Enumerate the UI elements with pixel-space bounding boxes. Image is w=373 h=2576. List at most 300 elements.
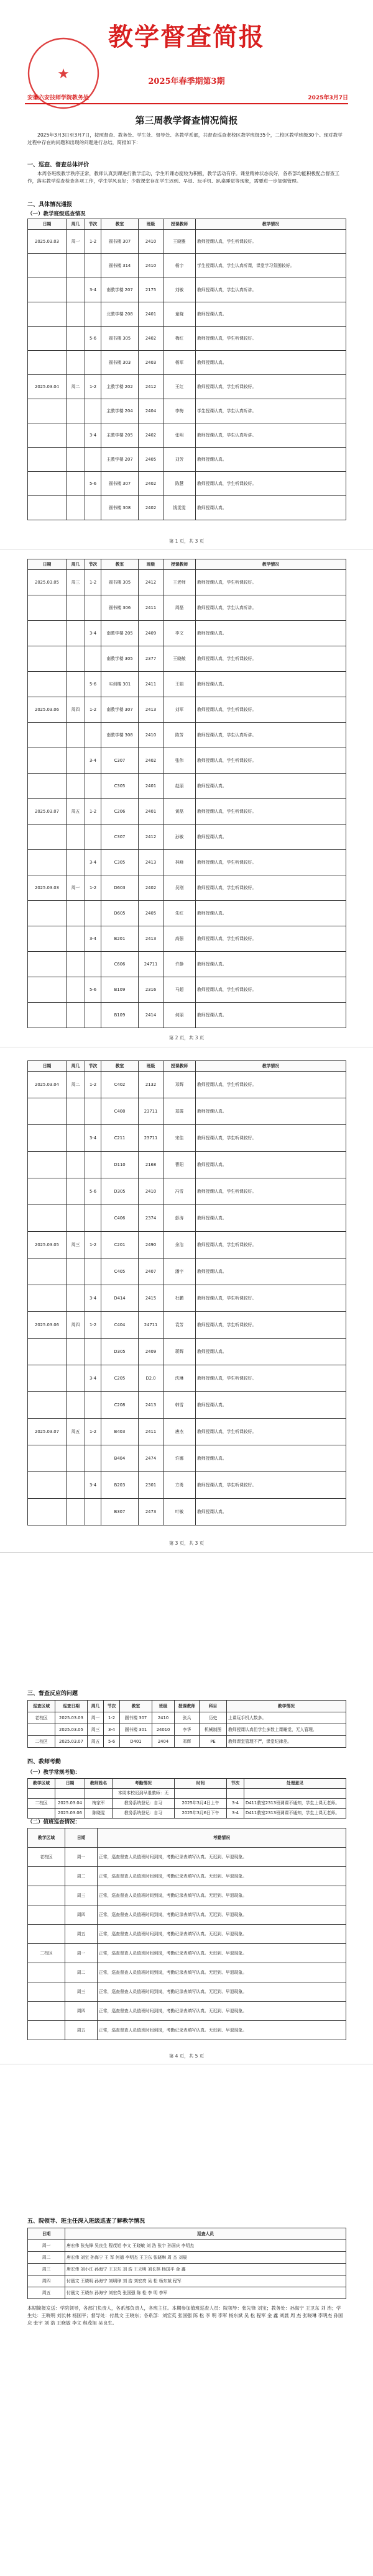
column-header: 授课教师 — [163, 219, 196, 230]
table-cell: 24010 — [152, 1724, 175, 1736]
table-cell: 林峰 — [163, 850, 196, 875]
table-cell: 正常，巡查督查人员值班时间到岗，考勤记录表填写认真。无迟到、早退现象。 — [98, 1944, 346, 1963]
table-cell: 1-2 — [85, 1419, 101, 1445]
table-cell: 教师授课认真，学生听课较好。 — [196, 1125, 346, 1152]
table-cell: 高强 — [163, 926, 196, 952]
table-cell: 主教学楼 202 — [101, 375, 139, 399]
column-header: 巡查人员 — [65, 2228, 346, 2240]
patrol-table-1 — [27, 219, 346, 520]
column-header: 授课教师 — [163, 559, 196, 570]
table-cell: 主教学楼 204 — [101, 399, 139, 423]
table-cell: 1-2 — [85, 570, 101, 595]
table-cell: 24711 — [139, 952, 163, 977]
table-cell: 二校区 — [28, 1799, 55, 1809]
patrol-table-3 — [27, 1060, 346, 1525]
table-cell — [28, 302, 67, 327]
table-cell: 2175 — [139, 278, 163, 302]
table-cell: 5-6 — [85, 472, 101, 496]
table-cell: 吴刚 — [163, 875, 196, 901]
table-cell: 周一 — [65, 1944, 98, 1963]
column-header: 教学区域 — [28, 1828, 65, 1848]
table-row — [28, 1944, 346, 1963]
table-cell — [175, 1789, 227, 1799]
table-row — [28, 850, 346, 875]
table-cell: D305 — [101, 1178, 139, 1205]
table-cell — [85, 1392, 101, 1419]
table-cell: 1-2 — [85, 799, 101, 825]
table-cell: D411教室2313班调课不通知，学生上课无老师。 — [244, 1799, 346, 1809]
table-cell: 周五 — [65, 2021, 98, 2040]
table-cell — [28, 1963, 65, 1982]
table-cell: 马超 — [163, 977, 196, 1003]
table-row — [28, 1963, 346, 1982]
table-cell — [28, 1867, 65, 1886]
table-cell: 圆书楼 307 — [101, 230, 139, 254]
table-cell: 唐宏伟 刘小江 孙海宁 王卫东 刘 浩 王天明 刘长林 杨国平 金 鑫 — [65, 2264, 346, 2275]
table-cell: 教师授课认真。 — [196, 1259, 346, 1285]
table-cell: C305 — [101, 850, 139, 875]
page-separator — [0, 1552, 373, 1553]
column-header: 周几 — [88, 1701, 104, 1712]
column-header: 教学区域 — [28, 1779, 55, 1789]
table-cell: 2405 — [139, 448, 163, 472]
table-cell — [85, 646, 101, 672]
table-cell: 正常，巡查督查人员值班时间到岗，考勤记录表填写认真。无迟到、早退现象。 — [98, 1848, 346, 1867]
issues-table — [27, 1700, 346, 1748]
patrol-table-2 — [27, 559, 346, 1028]
table-header-row — [28, 1779, 346, 1789]
table-cell: 2407 — [139, 1259, 163, 1285]
table-cell: 周三 — [67, 1232, 85, 1259]
table-cell: 圆书楼 307 — [120, 1712, 152, 1724]
table-cell — [85, 448, 101, 472]
table-cell — [28, 2002, 65, 2021]
table-cell: 梅红 — [163, 327, 196, 351]
table-cell: 周三 — [65, 1886, 98, 1905]
table-row — [28, 901, 346, 926]
table-cell: 张兵 — [175, 1712, 200, 1724]
table-cell: 周四 — [65, 2002, 98, 2021]
table-cell: 陈慧 — [163, 472, 196, 496]
table-cell: 圆书楼 306 — [101, 595, 139, 621]
table-cell: 3-4 — [227, 1809, 244, 1819]
column-header: 日期 — [28, 559, 67, 570]
column-header: 节次 — [104, 1701, 120, 1712]
table-cell: 教师授课认真，学生听课较好。 — [196, 570, 346, 595]
table-cell: 教师授课认真。 — [196, 496, 346, 520]
table-cell: 童晓 — [163, 302, 196, 327]
table-cell: 2025.03.06 — [55, 1809, 85, 1819]
table-cell — [67, 595, 85, 621]
table-row — [28, 774, 346, 799]
table-row — [28, 646, 346, 672]
table-cell: 王老师 — [163, 570, 196, 595]
table-cell — [28, 1392, 67, 1419]
table-cell: 周三 — [88, 1724, 104, 1736]
table-cell: 实训楼 301 — [101, 672, 139, 697]
issuer-label: 安徽六安技师学院教务处 — [27, 95, 90, 101]
table-cell — [28, 1365, 67, 1392]
table-cell — [28, 1445, 67, 1472]
table-cell: 张伟 — [163, 748, 196, 774]
table-cell — [28, 423, 67, 448]
table-cell: 许娜 — [163, 1445, 196, 1472]
table-cell: C402 — [101, 1072, 139, 1098]
table-cell: 杜鹏 — [163, 1285, 196, 1312]
table-row — [28, 621, 346, 646]
table-header-row — [28, 219, 346, 230]
table-cell — [85, 1789, 113, 1799]
table-cell — [67, 850, 85, 875]
table-cell: 圆书楼 307 — [101, 472, 139, 496]
table-cell — [85, 825, 101, 850]
table-cell: 教师授课认真。 — [196, 1339, 346, 1365]
table-cell: 1-2 — [85, 1232, 101, 1259]
table-row — [28, 1809, 346, 1819]
table-cell: C307 — [101, 748, 139, 774]
table-cell: 2415 — [139, 1285, 163, 1312]
column-header: 日期 — [28, 2228, 65, 2240]
table-cell — [85, 1445, 101, 1472]
table-cell: 2132 — [139, 1072, 163, 1098]
table-header-row — [28, 1061, 346, 1072]
table-cell: 2025.03.06 — [28, 697, 67, 723]
column-header: 考勤情况 — [113, 1779, 175, 1789]
attendance-table — [27, 1778, 346, 1819]
table-cell — [28, 1339, 67, 1365]
issue-date: 2025年3月7日 — [308, 95, 348, 101]
table-cell — [67, 399, 85, 423]
table-cell — [67, 1339, 85, 1365]
table-cell: 正常，巡查督查人员值班时间到岗，考勤记录表填写认真。无迟到、早退现象。 — [98, 1886, 346, 1905]
column-header: 授课教师 — [163, 1061, 196, 1072]
table-cell: 教师授课认真，学生听课较好。 — [196, 230, 346, 254]
table-row — [28, 1072, 346, 1098]
table-cell — [28, 1499, 67, 1525]
table-row — [28, 2240, 346, 2252]
table-row — [28, 2252, 346, 2264]
table-cell: 南教学楼 308 — [101, 723, 139, 748]
table-cell: C404 — [101, 1312, 139, 1339]
table-cell: 教师授课认真，学生听课较好。 — [196, 1072, 346, 1098]
table-row — [28, 1982, 346, 2002]
table-cell: 教师授课认真。 — [196, 952, 346, 977]
table-cell: 刘芳 — [163, 448, 196, 472]
table-cell — [28, 672, 67, 697]
table-cell — [28, 254, 67, 278]
table-cell: 周二 — [65, 1963, 98, 1982]
table-row — [28, 1886, 346, 1905]
table-cell — [67, 1365, 85, 1392]
table-cell: 1-2 — [85, 1312, 101, 1339]
table-cell: 3-4 — [85, 1285, 101, 1312]
table-cell — [67, 278, 85, 302]
table-cell — [28, 472, 67, 496]
table-cell: 23711 — [139, 1125, 163, 1152]
table-cell: 教师授课认真。 — [196, 1392, 346, 1419]
table-cell — [28, 901, 67, 926]
column-header: 教学情况 — [196, 219, 346, 230]
table-cell — [67, 327, 85, 351]
table-cell — [28, 1724, 55, 1736]
table-cell — [85, 1098, 101, 1125]
table-cell: 王红 — [163, 375, 196, 399]
column-header: 处理意见 — [244, 1779, 346, 1789]
table-cell: 主教学楼 207 — [101, 448, 139, 472]
table-cell: 周一 — [65, 1848, 98, 1867]
table-cell: 杨宇 — [163, 254, 196, 278]
table-cell: D305 — [101, 1339, 139, 1365]
table-row — [28, 977, 346, 1003]
table-cell: 南教学楼 305 — [101, 646, 139, 672]
table-row — [28, 1848, 346, 1867]
section2-heading: 二、具体情况通报 — [27, 202, 73, 208]
table-cell — [85, 595, 101, 621]
page-number-1: 第 1 页，共 3 页 — [168, 538, 205, 544]
table-cell — [28, 1125, 67, 1152]
table-cell: 1-2 — [85, 1072, 101, 1098]
table-cell — [85, 254, 101, 278]
table-cell — [85, 1003, 101, 1028]
table-cell: 教师授课认真。 — [196, 672, 346, 697]
table-cell: 2402 — [139, 496, 163, 520]
table-cell: 教师授课认真。 — [196, 1445, 346, 1472]
table-row — [28, 1789, 346, 1799]
table-cell: 本周本校迟到早退教师：无 — [113, 1789, 175, 1799]
table-cell — [244, 1789, 346, 1799]
table-cell: 教师授课认真。 — [196, 448, 346, 472]
table-cell: D414 — [101, 1285, 139, 1312]
table-row — [28, 1232, 346, 1259]
table-cell: 2402 — [139, 875, 163, 901]
table-cell: 3-4 — [85, 1125, 101, 1152]
table-cell: D605 — [101, 901, 139, 926]
table-cell: 主教学楼 205 — [101, 423, 139, 448]
table-cell: 圆书楼 308 — [101, 496, 139, 520]
table-cell — [28, 278, 67, 302]
table-cell — [28, 496, 67, 520]
table-cell: 正常，巡查督查人员值班时间到岗，考勤记录表填写认真。无迟到、早退现象。 — [98, 2021, 346, 2040]
table-cell: 正常，巡查督查人员值班时间到岗，考勤记录表填写认真。无迟到、早退现象。 — [98, 2002, 346, 2021]
table-cell: 学生授课认真，学生认真听讲。 — [196, 399, 346, 423]
table-cell: 教师授课认真，学生听课较好。 — [196, 646, 346, 672]
table-cell: 叶敏 — [163, 1499, 196, 1525]
table-cell: 2301 — [139, 1472, 163, 1499]
table-cell — [85, 774, 101, 799]
table-row — [28, 1152, 346, 1178]
table-cell — [67, 825, 85, 850]
table-cell: 正常，巡查督查人员值班时间到岗，考勤记录表填写认真。无迟到、早退现象。 — [98, 1963, 346, 1982]
table-row — [28, 1392, 346, 1419]
table-cell: B109 — [101, 977, 139, 1003]
table-cell — [28, 774, 67, 799]
table-cell — [67, 926, 85, 952]
table-cell: 南教学楼 207 — [101, 278, 139, 302]
table-row — [28, 1499, 346, 1525]
table-cell: 2402 — [139, 748, 163, 774]
table-cell: 1-2 — [104, 1712, 120, 1724]
table-cell: 2410 — [152, 1712, 175, 1724]
table-cell — [28, 399, 67, 423]
table-cell — [67, 977, 85, 1003]
table-cell: 周三 — [65, 1982, 98, 2002]
table-cell — [67, 1472, 85, 1499]
table-cell: 3-4 — [85, 1365, 101, 1392]
table-row — [28, 1419, 346, 1445]
table-row — [28, 952, 346, 977]
table-cell: D401 — [120, 1736, 152, 1748]
table-row — [28, 1312, 346, 1339]
table-header-row — [28, 1701, 346, 1712]
table-cell — [28, 1205, 67, 1232]
table-cell: 2025年3月4日上午 — [175, 1799, 227, 1809]
table-cell: 2413 — [139, 926, 163, 952]
table-cell: 2025.03.07 — [55, 1736, 88, 1748]
table-cell: 教师授课认真，学生听课较好。 — [196, 1285, 346, 1312]
table-cell: 历史 — [200, 1712, 227, 1724]
table-row — [28, 1178, 346, 1205]
table-cell — [28, 1152, 67, 1178]
table-cell: 3-4 — [85, 621, 101, 646]
table-cell: 教师授课认真。 — [196, 1003, 346, 1028]
table-cell: B203 — [101, 1472, 139, 1499]
table-cell: 杨军 — [163, 351, 196, 375]
table-cell: 周五 — [67, 1419, 85, 1445]
table-cell: 老校区 — [28, 1848, 65, 1867]
table-cell: C211 — [101, 1125, 139, 1152]
table-cell — [67, 1259, 85, 1285]
table-cell — [28, 1285, 67, 1312]
table-cell: 2401 — [139, 774, 163, 799]
table-cell: 2025.03.03 — [28, 230, 67, 254]
table-cell: 刘敏 — [163, 278, 196, 302]
column-header: 周几 — [67, 219, 85, 230]
table-cell: 李华 — [175, 1724, 200, 1736]
table-row — [28, 375, 346, 399]
table-cell: 2025.03.05 — [55, 1724, 88, 1736]
table-cell: 3-4 — [85, 748, 101, 774]
table-row — [28, 748, 346, 774]
table-row — [28, 2275, 346, 2287]
table-cell: 南教学楼 205 — [101, 621, 139, 646]
table-cell: 圆书楼 303 — [101, 351, 139, 375]
table-cell: 2168 — [139, 1152, 163, 1178]
table-cell — [85, 1499, 101, 1525]
table-cell — [28, 2021, 65, 2040]
table-cell: 5-6 — [85, 977, 101, 1003]
table-cell: 正常，巡查督查人员值班时间到岗，考勤记录表填写认真。无迟到、早退现象。 — [98, 1867, 346, 1886]
table-cell: 教师授课认真，学生听课较好。 — [196, 875, 346, 901]
table-row — [28, 2287, 346, 2299]
table-cell: 2414 — [139, 1003, 163, 1028]
table-cell: 5-6 — [104, 1736, 120, 1748]
table-cell: 周四 — [67, 1312, 85, 1339]
table-cell: 3-4 — [85, 1472, 101, 1499]
table-cell — [28, 952, 67, 977]
table-cell: 正常，巡查督查人员值班时间到岗，考勤记录表填写认真。无迟到、早退现象。 — [98, 1982, 346, 2002]
table-cell — [67, 351, 85, 375]
table-cell: 周四 — [67, 697, 85, 723]
table-cell: 何丽 — [163, 1003, 196, 1028]
table-cell: 1-2 — [85, 697, 101, 723]
table-cell: D2.0 — [139, 1365, 163, 1392]
table-cell: 2410 — [139, 723, 163, 748]
table-cell — [67, 621, 85, 646]
table-cell: B109 — [101, 1003, 139, 1028]
table-cell: 周五 — [67, 799, 85, 825]
table-cell: 3-4 — [85, 926, 101, 952]
table-cell: B403 — [101, 1419, 139, 1445]
column-header: 巡查区域 — [28, 1701, 55, 1712]
table-cell — [28, 748, 67, 774]
table-cell — [28, 850, 67, 875]
table-cell: C406 — [101, 1205, 139, 1232]
table-cell — [67, 302, 85, 327]
table-cell: 宋佳 — [163, 1125, 196, 1152]
table-cell: 周一 — [88, 1712, 104, 1724]
column-header: 考勤情况 — [98, 1828, 346, 1848]
table-cell: 潘宇 — [163, 1259, 196, 1285]
table-cell: 周二 — [67, 375, 85, 399]
table-cell — [28, 448, 67, 472]
table-cell: C405 — [101, 1259, 139, 1285]
table-cell: D110 — [101, 1152, 139, 1178]
table-row — [28, 1472, 346, 1499]
table-row — [28, 926, 346, 952]
column-header: 授课教师 — [175, 1701, 200, 1712]
table-cell: 圆书楼 301 — [120, 1724, 152, 1736]
table-row — [28, 1365, 346, 1392]
table-cell: 周二 — [65, 1867, 98, 1886]
table-cell: 2413 — [139, 850, 163, 875]
section2-sub1: （一）教学班级巡查情况 — [27, 211, 86, 217]
table-cell: 3-4 — [85, 423, 101, 448]
table-cell: 教师授课认真，学生听课较好。 — [196, 697, 346, 723]
column-header: 班级 — [139, 1061, 163, 1072]
table-cell: 2401 — [139, 799, 163, 825]
table-cell — [67, 448, 85, 472]
table-cell — [67, 774, 85, 799]
table-cell: 郑霞 — [163, 1098, 196, 1125]
table-cell: C305 — [101, 774, 139, 799]
table-cell: 2402 — [139, 423, 163, 448]
table-cell: 李梅 — [163, 399, 196, 423]
table-cell: PE — [200, 1736, 227, 1748]
table-cell: 教师课堂管理不严，课堂纪律差。 — [227, 1736, 346, 1748]
table-cell — [28, 621, 67, 646]
table-row — [28, 1799, 346, 1809]
bulletin-title: 教学督查简报 — [108, 22, 265, 52]
table-cell: 唐杰 — [163, 1419, 196, 1445]
table-cell: 曹阳 — [163, 1152, 196, 1178]
table-row — [28, 1339, 346, 1365]
column-header: 教学情况 — [227, 1701, 346, 1712]
leadership-table — [27, 2228, 346, 2299]
table-cell: 2025.03.05 — [28, 1232, 67, 1259]
table-cell: 周一 — [28, 2240, 65, 2252]
table-cell — [85, 901, 101, 926]
table-cell — [28, 977, 67, 1003]
table-cell — [28, 1809, 55, 1819]
table-cell: 唐宏伟 张先锋 吴良生 程茂旭 李文 王晓敏 刘 浩 张宇 孙国庆 李明杰 — [65, 2240, 346, 2252]
table-cell: 2409 — [139, 621, 163, 646]
table-cell — [28, 723, 67, 748]
table-cell: 陈晓雯 — [85, 1809, 113, 1819]
table-cell: 周四 — [28, 2275, 65, 2287]
table-cell: 王晓雅 — [163, 230, 196, 254]
table-cell: 教师授课认真。 — [196, 1499, 346, 1525]
table-row — [28, 570, 346, 595]
